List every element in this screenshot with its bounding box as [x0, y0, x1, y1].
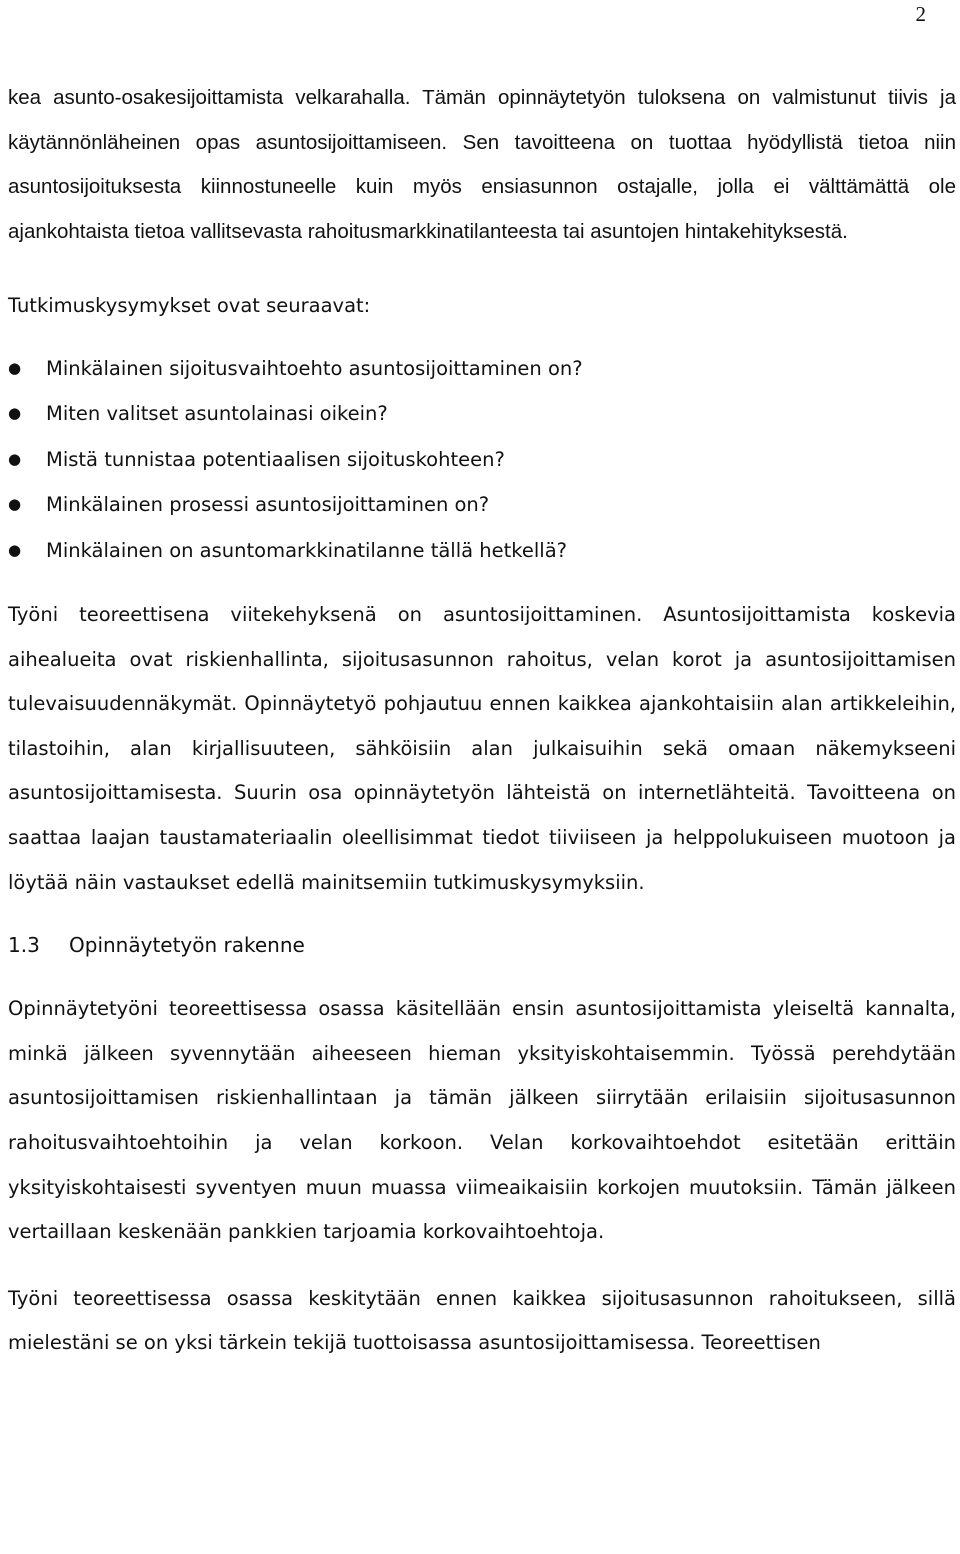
section-heading	[8, 923, 956, 967]
list-item	[8, 391, 956, 436]
list-item-text: Minkälainen on asuntomarkkinatilanne tällä hetkellä?	[46, 538, 568, 562]
list-item	[8, 528, 956, 573]
section-number: 1.3	[8, 933, 40, 958]
list-item	[8, 437, 956, 482]
page-number: 2	[915, 2, 926, 26]
bullet-icon: ●	[8, 495, 22, 514]
list-item-text: Miten valitset asuntolainasi oikein?	[46, 402, 388, 426]
research-questions-list	[8, 346, 956, 573]
questions-heading: Tutkimuskysymykset ovat seuraavat:	[8, 294, 371, 318]
theory-paragraph: Työni teoreettisessa osassa keskitytään ennen kaikkea sijoitusasunnon rahoitukseen, sillä mielestäni se on yksi tärkein tekijä tuottoisassa asuntosijoittamisessa. Teoreettisen	[8, 1286, 956, 1355]
list-item-text: Minkälainen sijoitusvaihtoehto asuntosijoittaminen on?	[46, 356, 583, 380]
structure-paragraph: Opinnäytetyöni teoreettisessa osassa käsitellään ensin asuntosijoittamista yleiseltä kannalta, minkä jälkeen syvennytään aiheeseen hieman yksityiskohtaisemmin. Työssä perehdytään asuntosijoittamisen riskienhallintaan ja tämän jälkeen siirrytään erilaisiin sijoitusasunnon rahoitusvaihtoehtoihin ja velan korkoon. Velan korkovaihtoehdot esitetään erittäin yksityiskohtaisesti syventyen muun muassa viimeaikaisiin korkojen muutoksiin. Tämän jälkeen vertaillaan keskenään pankkien tarjoamia korkovaihtoehtoja.	[8, 997, 956, 1244]
framework-paragraph: Työni teoreettisena viitekehyksenä on asuntosijoittaminen. Asuntosijoittamista koskevia aihealueita ovat riskienhallinta, sijoitusasunnon rahoitus, velan korot ja asuntosijoittamisen tulevaisuudennäkymät. Opinnäytetyö pohjautuu ennen kaikkea ajankohtaisiin alan artikkeleihin, tilastoihin, alan kirjallisuuteen, sähköisiin alan julkaisuihin sekä omaan näkemykseeni asuntosijoittamisesta. Suurin osa opinnäytetyön lähteistä on internetlähteitä. Tavoitteena on saattaa laajan taustamateriaalin oleellisimmat tiedot tiiviiseen ja helppolukuiseen muotoon ja löytää näin vastaukset edellä mainitsemiin tutkimuskysymyksiin.	[8, 603, 956, 894]
document-body	[8, 76, 956, 1366]
list-item	[8, 482, 956, 527]
list-item-text: Minkälainen prosessi asuntosijoittaminen on?	[46, 493, 490, 517]
section-title: Opinnäytetyön rakenne	[69, 933, 305, 958]
list-item	[8, 346, 956, 391]
bullet-icon: ●	[8, 540, 22, 559]
bullet-icon: ●	[8, 358, 22, 377]
list-item-text: Mistä tunnistaa potentiaalisen sijoituskohteen?	[46, 447, 505, 471]
bullet-icon: ●	[8, 449, 22, 468]
intro-paragraph: kea asunto-osakesijoittamista velkarahalla. Tämän opinnäytetyön tuloksena on valmistunut tiivis ja käytännönläheinen opas asuntosijoittamiseen. Sen tavoitteena on tuottaa hyödyllistä tietoa niin asuntosijoituksesta kiinnostuneelle kuin myös ensiasunnon ostajalle, jolla ei välttämättä ole ajankohtaista tietoa vallitsevasta rahoitusmarkkinatilanteesta tai asuntojen hintakehityksestä.	[8, 86, 956, 243]
bullet-icon: ●	[8, 404, 22, 423]
